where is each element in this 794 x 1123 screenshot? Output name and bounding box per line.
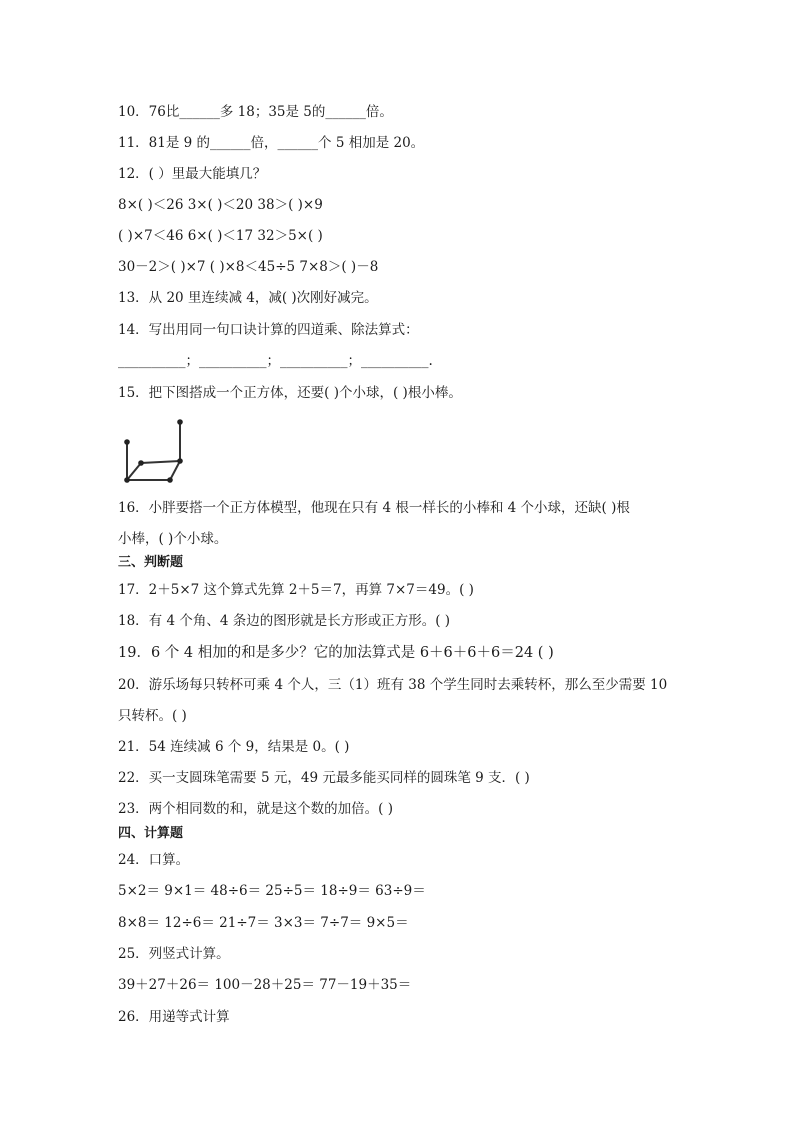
vertical-calc-row: 39＋27＋26＝ 100－28＋25＝ 77－19＋35＝ bbox=[118, 977, 412, 993]
question-18: 18．有 4 个角、4 条边的图形就是长方形或正方形。( ) bbox=[118, 613, 451, 629]
question-14: 14．写出用同一句口诀计算的四道乘、除法算式： bbox=[118, 322, 419, 338]
question-13: 13．从 20 里连续减 4，减( )次刚好减完。 bbox=[118, 290, 378, 306]
question-10: 10．76比______多 18；35是 5的______倍。 bbox=[118, 104, 393, 120]
question-21: 21．54 连续减 6 个 9，结果是 0。( ) bbox=[118, 739, 350, 755]
question-12-row-2: ( )×7＜46 6×( )＜17 32＞5×( ) bbox=[118, 228, 323, 244]
question-16-cont: 小棒，( )个小球。 bbox=[118, 531, 228, 547]
question-20: 20．游乐场每只转杯可乘 4 个人，三（1）班有 38 个学生同时去乘转杯，那么至少需要 10 bbox=[118, 677, 668, 693]
oral-calc-row-2: 8×8＝ 12÷6＝ 21÷7＝ 3×3＝ 7÷7＝ 9×5＝ bbox=[118, 915, 409, 931]
question-12-row-3: 30－2＞( )×7 ( )×8＜45÷5 7×8＞( )－8 bbox=[118, 259, 379, 275]
cube-frame-figure bbox=[116, 418, 196, 486]
question-12-row-1: 8×( )＜26 3×( )＜20 38＞( )×9 bbox=[118, 197, 323, 213]
question-19: 19．6 个 4 相加的和是多少？它的加法算式是 6＋6＋6＋6＝24 ( ) bbox=[118, 645, 554, 661]
question-20-cont: 只转杯。( ) bbox=[118, 708, 187, 724]
question-12: 12．( ）里最大能填几？ bbox=[118, 166, 267, 182]
question-16: 16．小胖要搭一个正方体模型，他现在只有 4 根一样长的小棒和 4 个小球，还缺( )根 bbox=[118, 500, 630, 516]
oral-calc-row-1: 5×2＝ 9×1＝ 48÷6＝ 25÷5＝ 18÷9＝ 63÷9＝ bbox=[118, 883, 426, 899]
question-14-blanks: __________；__________；__________；__________. bbox=[118, 353, 433, 369]
question-23: 23．两个相同数的和，就是这个数的加倍。( ) bbox=[118, 801, 394, 817]
question-25: 25．列竖式计算。 bbox=[118, 946, 230, 962]
question-15: 15．把下图搭成一个正方体，还要( )个小球，( )根小棒。 bbox=[118, 385, 462, 401]
question-22: 22．买一支圆珠笔需要 5 元，49 元最多能买同样的圆珠笔 9 支．( ) bbox=[118, 770, 530, 786]
section-calc-title: 四、计算题 bbox=[118, 826, 184, 841]
section-judge-title: 三、判断题 bbox=[118, 555, 184, 570]
question-17: 17．2＋5×7 这个算式先算 2＋5＝7，再算 7×7＝49。( ) bbox=[118, 582, 474, 598]
question-24: 24．口算。 bbox=[118, 852, 190, 868]
question-26: 26．用递等式计算 bbox=[118, 1009, 230, 1025]
question-11: 11．81是 9 的______倍，______个 5 相加是 20。 bbox=[118, 135, 425, 151]
